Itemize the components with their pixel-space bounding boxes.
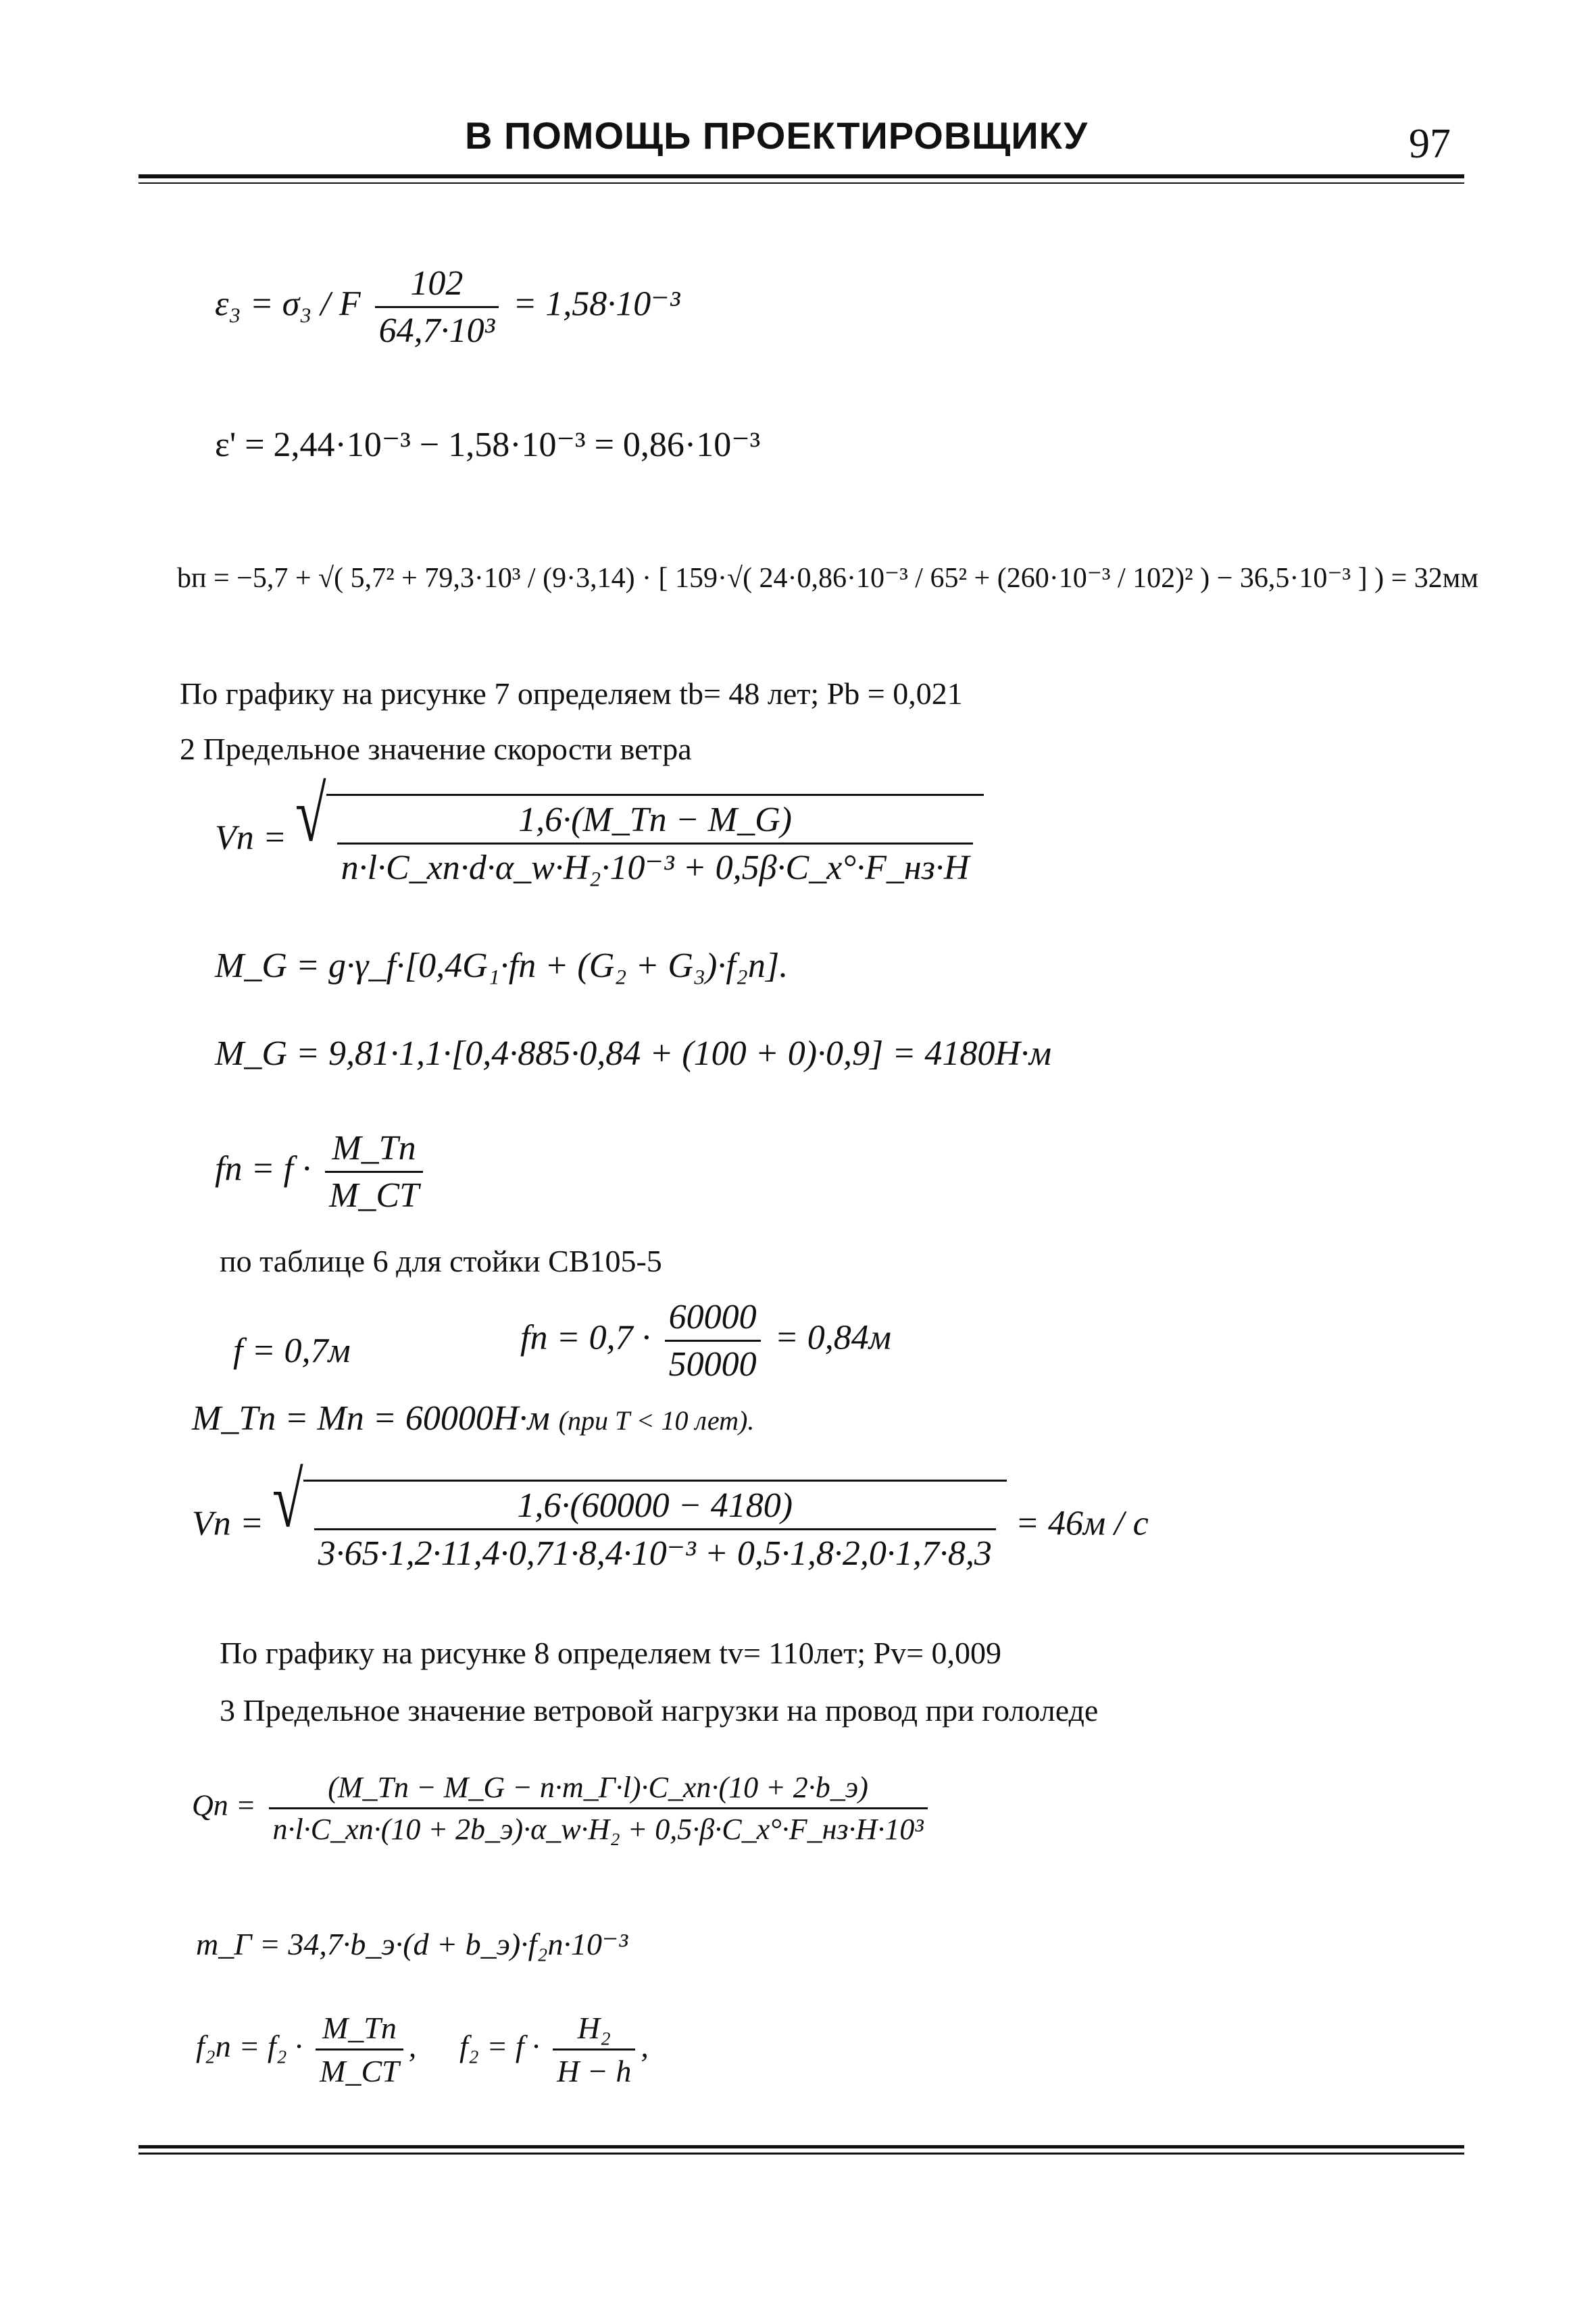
- formula-f2: f₂ = f · $\frac{\text{H₂}}{H - h}$ ,: [459, 2011, 649, 2088]
- formula-f-pi: [215, 1128, 428, 1215]
- paragraph-graph-8: По графику на рисунке 8 определяем tv= 110лет; Pv= 0,009: [220, 1636, 1002, 1670]
- q-general-den: n·l·C_xᴨ·(10 + 2b_э)·α_w·H₂ + 0,5·β·C_x°·F_нз·H·10³: [269, 1807, 928, 1846]
- v-general-num: 1,6·(M_Tᴨ − M_G): [518, 801, 792, 839]
- header-rule-thin: [139, 182, 1464, 184]
- formula-b-pi: bᴨ = −5,7 + √( 5,7² + 79,3·10³ / (9·3,14) · [ 159·√( 24·0,86·10⁻³ / 65² + (260·10⁻³ / 102)² ) − 36,5·10⁻³ ] ) = 32мм: [177, 563, 1478, 594]
- eps3-result: = 1,58·10⁻³: [513, 284, 680, 324]
- formula-eps3: [215, 263, 680, 351]
- formula-mt: [192, 1399, 754, 1438]
- eps3-lhs: ε₃ = σ₃ / F: [215, 284, 361, 324]
- formula-mg-value: M_G = 9,81·1,1·[0,4·885·0,84 + (100 + 0)·0,9] = 4180H·м: [215, 1034, 1052, 1073]
- v-value-den: 3·65·1,2·11,4·0,71·8,4·10⁻³ + 0,5·1,8·2,0·1,7·8,3: [314, 1528, 996, 1574]
- paragraph-table-6: по таблице 6 для стойки СВ105-5: [220, 1244, 662, 1278]
- f-pi-num: M_Tᴨ: [332, 1129, 416, 1167]
- f2-lhs: f₂ = f ·: [459, 2029, 540, 2064]
- formula-mg-general: M_G = g·γ_f·[0,4G₁·fᴨ + (G₂ + G₃)·f₂ᴨ].: [215, 947, 789, 985]
- formula-f-val: f = 0,7м: [233, 1332, 351, 1370]
- formula-q-general: [192, 1770, 933, 1846]
- f2-num: H₂: [577, 2011, 611, 2045]
- f2-den: H − h: [553, 2048, 635, 2089]
- paragraph-ice-load: 3 Предельное значение ветровой нагрузки на провод при гололеде: [220, 1693, 1099, 1728]
- f-pi-val-num: 60000: [668, 1298, 757, 1336]
- q-general-num: (M_Tᴨ − M_G − n·m_Г·l)·C_xᴨ·(10 + 2·b_э): [328, 1771, 868, 1804]
- f-pi-val-lhs: fᴨ = 0,7 ·: [520, 1318, 651, 1357]
- q-general-lhs: Qᴨ =: [192, 1788, 256, 1822]
- formula-v-general: Vᴨ = √ $\frac{\text{1,6·(M\_Tᴨ − M\_G)}}{\text{n·l·C\_xᴨ·d·α\_w·H₂·10⁻³ + 0,5β·C\_x°·F\_нз·H}}$: [215, 794, 984, 888]
- v-general-den: n·l·C_xᴨ·d·α_w·H₂·10⁻³ + 0,5β·C_x°·F_нз·H: [337, 842, 974, 888]
- mt-main: M_Tᴨ = Mᴨ = 60000H·м: [192, 1399, 550, 1438]
- page-number: 97: [1409, 121, 1451, 167]
- formula-f2-pi: f₂ᴨ = f₂ · $\frac{\text{M\_Tᴨ}}{M\_CT}$ ,: [196, 2011, 417, 2088]
- eps3-den: 64,7·10³: [375, 306, 499, 351]
- mt-note: (при T < 10 лет).: [558, 1405, 755, 1436]
- header-rule: [139, 174, 1464, 178]
- formula-m-g: m_Г = 34,7·b_э·(d + b_э)·f₂ᴨ·10⁻³: [196, 1927, 628, 1961]
- formula-v-value: Vᴨ = √ $\frac{1,6\cdot(60000 - 4180)}{\text{3·65·1,2·11,4·0,71·8,4·10⁻³ + 0,5·1,8·2,0·1,7·8,3}}$ = 46м / с: [192, 1456, 1149, 1573]
- v-value-result: = 46м / с: [1015, 1504, 1149, 1543]
- footer-rule: [139, 2145, 1464, 2148]
- f2-pi-lhs: f₂ᴨ = f₂ ·: [196, 2029, 303, 2064]
- header-title: В ПОМОЩЬ ПРОЕКТИРОВЩИКУ: [465, 114, 1089, 157]
- f-pi-val-result: = 0,84м: [774, 1318, 891, 1357]
- f-pi-den: M_CT: [325, 1171, 423, 1215]
- formula-eps-prime: ε' = 2,44·10⁻³ − 1,58·10⁻³ = 0,86·10⁻³: [215, 426, 761, 464]
- footer-rule-thin: [139, 2153, 1464, 2155]
- v-general-lhs: Vᴨ =: [215, 818, 286, 857]
- paragraph-graph-7: По графику на рисунке 7 определяем tb= 48 лет; Pb = 0,021: [180, 676, 963, 711]
- formula-f-pi-val: [520, 1297, 891, 1384]
- f2-pi-num: M_Tᴨ: [322, 2011, 397, 2045]
- eps3-num: 102: [410, 264, 464, 303]
- f-pi-val-den: 50000: [665, 1340, 761, 1384]
- f-pi-lhs: fᴨ = f ·: [215, 1149, 311, 1188]
- paragraph-wind-speed: 2 Предельное значение скорости ветра: [180, 732, 692, 766]
- f2-pi-den: M_CT: [316, 2048, 403, 2089]
- v-value-lhs: Vᴨ =: [192, 1504, 264, 1543]
- v-value-num: 1,6·(60000 − 4180): [517, 1486, 793, 1525]
